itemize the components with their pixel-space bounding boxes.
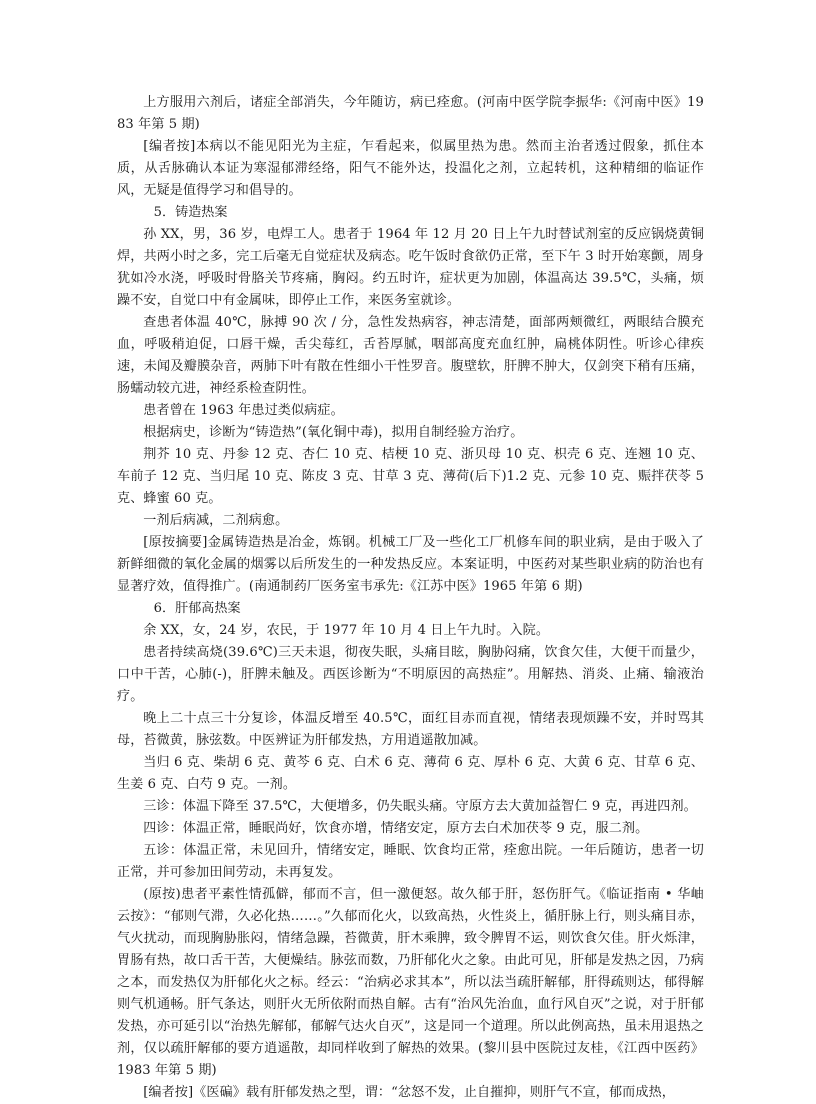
paragraph-8: 荆芥 10 克、丹参 12 克、杏仁 10 克、桔梗 10 克、浙贝母 10 克、枳壳 6 克、连翘 10 克、车前子 12 克、当归尾 10 克、陈皮 3 克、甘草 3 克、薄荷(后下)1.2 克、元参 10 克、赈拌茯苓 5 克、蜂蜜 60 克。 (117, 447, 704, 506)
paragraph-16: 三诊：体温下降至 37.5℃，大便增多，仍失眠头痛。守原方去大黄加益智仁 9 克，再进四剂。 (143, 799, 697, 814)
paragraph-17: 四诊：体温正常，睡眠尚好，饮食亦增，情绪安定，原方去白术加茯苓 9 克，服二剂。 (143, 821, 649, 836)
paragraph-18: 五诊：体温正常，未见回升，情绪安定，睡眠、饮食均正常，痊愈出院。一年后随访，患者一切正常，并可参加田间劳动，未再复发。 (117, 843, 704, 880)
paragraph-1: 上方服用六剂后，诸症全部消失，今年随访，病已痊愈。(河南中医学院李振华:《河南中医》1983 年第 5 期) (117, 95, 704, 132)
paragraph-15: 当归 6 克、柴胡 6 克、黄芩 6 克、白术 6 克、薄荷 6 克、厚朴 6 克、大黄 6 克、甘草 6 克、生姜 6 克、白芍 9 克。一剂。 (117, 755, 704, 792)
paragraph-10: [原按摘要]金属铸造热是冶金，炼钢。机械工厂及一些化工厂机修车间的职业病，是由于吸入了新鲜细微的氧化金属的烟雾以后所发生的一种发热反应。本案证明，中医药对某些职业病的防治也有显著疗效，值得推广。(南通制药厂医务室韦承先:《江苏中医》1965 年第 6 期) (117, 535, 704, 594)
paragraph-4: 孙 XX，男，36 岁，电焊工人。患者于 1964 年 12 月 20 日上午九时替试剂室的反应锅烧黄铜焊，共两小时之多，完工后毫无自觉症状及病态。吃午饭时食欲仍正常，至下午 3 时开始寒颤，周身犹如冷水浇，呼吸时骨胳关节疼痛，胸闷。约五时许，症状更为加剧，体温高达 39.5℃，头痛，烦躁不安，自觉口中有金属味，即停止工作，来医务室就诊。 (117, 227, 704, 308)
paragraph-14: 晚上二十点三十分复诊，体温反增至 40.5℃，面红目赤而直视，情绪表现烦躁不安，并时骂其母，苔微黄，脉弦数。中医辨证为肝郁发热，方用逍遥散加减。 (117, 711, 704, 748)
paragraph-2: [编者按]本病以不能见阳光为主症，乍看起来，似属里热为患。然而主治者透过假象，抓住本质，从舌脉确认本证为寒湿郁滞经络，阳气不能外达，投温化之剂，立起转机，这种精细的临证作风，无疑是值得学习和倡导的。 (117, 139, 704, 198)
paragraph-12: 余 XX，女，24 岁，农民，于 1977 年 10 月 4 日上午九时。入院。 (143, 623, 550, 638)
case-heading-5: 5．铸造热案 (153, 205, 228, 220)
case-heading-6: 6．肝郁高热案 (153, 601, 241, 616)
paragraph-5: 查患者体温 40℃，脉搏 90 次 / 分，急性发热病容，神志清楚，面部两颊微红，两眼结合膜充血，呼吸稍迫促，口唇干燥，舌尖莓红，舌苔厚腻，咽部高度充血红肿，扁桃体阴性。听诊心律疾速，未闻及瓣膜杂音，两肺下叶有散在性细小干性罗音。腹壁软，肝脾不肿大，仅剑突下稍有压痛，肠蠕动较亢进，神经系检查阴性。 (117, 315, 704, 396)
paragraph-6: 患者曾在 1963 年患过类似病症。 (143, 403, 344, 418)
paragraph-13: 患者持续高烧(39.6℃)三天未退，彻夜失眠，头痛目眩，胸胁闷痛，饮食欠佳，大便干而量少，口中干苦，心肺(-)，肝脾未触及。西医诊断为“不明原因的高热症”。用解热、消炎、止痛、输液治疗。 (117, 645, 704, 704)
paragraph-20: [编者按]《医碥》载有肝郁发热之型，谓：“忿怒不发，止自摧抑，则肝气不宣，郁而成热， (143, 1085, 675, 1100)
paragraph-19: (原按)患者平素性情孤僻，郁而不言，但一激便怒。故久郁于肝，怒伤肝气。《临证指南 • 华岫云按》：“郁则气滞，久必化热……。”久郁而化火，以致高热，火性炎上，循肝脉上行，则头痛目赤，气火扰动，而现胸胁胀闷，情绪急躁，苔微黄，肝木乘脾，致令脾胃不运，则饮食欠佳。肝火烁津，胃肠有热，故口舌干苦，大便燥结。脉弦而数，乃肝郁化火之象。由此可见，肝郁是发热之因，乃病之本，而发热仅为肝郁化火之标。经云：“治病必求其本”，所以法当疏肝解郁，肝得疏则达，郁得解则气机通畅。肝气条达，则肝火无所依附而热自解。古有“治风先治血，血行风自灭”之说，对于肝郁发热，亦可延引以“治热先解郁，郁解气达火自灭”，这是同一个道理。所以此例高热，虽未用退热之剂，仅以疏肝解郁的要方逍遥散，却同样收到了解热的效果。(黎川县中医院过友桂，《江西中医药》1983 年第 5 期) (117, 887, 704, 1078)
paragraph-9: 一剂后病减，二剂病愈。 (143, 513, 289, 528)
paragraph-7: 根据病史，诊断为“铸造热”(氧化铜中毒)，拟用自制经验方治疗。 (143, 425, 524, 440)
